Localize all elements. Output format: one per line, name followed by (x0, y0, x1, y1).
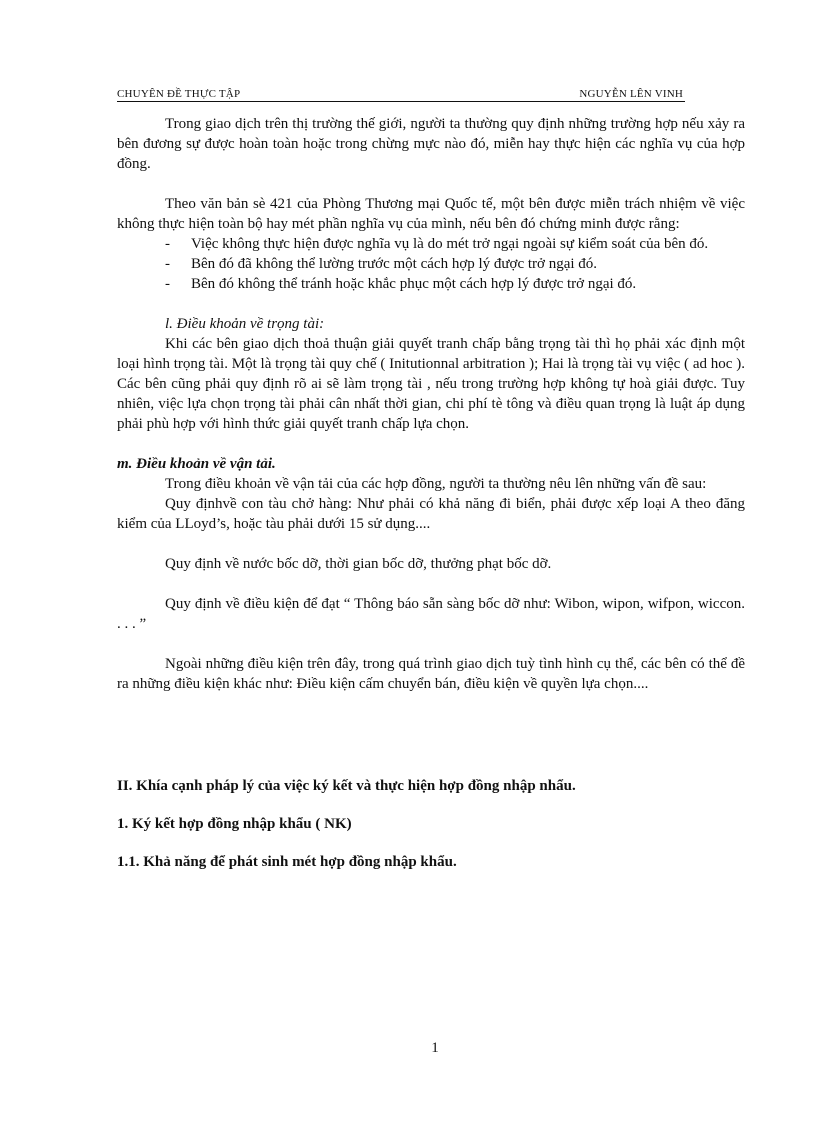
section-heading-import-contract: 1. Ký kết hợp đồng nhập khẩu ( NK) (117, 816, 352, 832)
section-heading-legal-aspects: II. Khía cạnh pháp lý của việc ký kết và thực hiện hợp đồng nhập nhẩu. (117, 778, 576, 794)
paragraph-force-majeure-intro: Trong giao dịch trên thị trường thế giới, người ta thường quy định những trường hợp nếu xảy ra bên đương sự được hoàn toàn hoặc trong chừng mực nào đó, miễn hay thực hiện các nghĩa vụ của hợp đồng. (117, 116, 745, 172)
conditions-list (117, 234, 745, 294)
paragraph-arbitration: Khi các bên giao dịch thoả thuận giải quyết tranh chấp bằng trọng tài thì họ phải xác định một loại hình trọng tài. Một là trọng tài quy chế ( Initutionnal arbitration ); Hai là trọng tài vụ việc ( ad hoc ). Các bên cũng phải quy định rõ ai sẽ làm trọng tài , nếu trong trường hợp không tự hoà giải được. Tuy nhiên, việc lựa chọn trọng tài phải cân nhất thời gian, chi phí tè tông và điều quan trọng là luật áp dụng phải phù hợp với hình thức giải quyết tranh chấp lựa chọn. (117, 336, 745, 432)
heading-transport-clause: m. Điều khoản về vận tải. (117, 456, 276, 472)
page-number: 1 (431, 1040, 439, 1056)
section-heading-contract-formation: 1.1. Khả năng để phát sinh mét hợp đồng nhập khẩu. (117, 854, 457, 870)
header-author: NGUYỄN LÊN VINH (579, 88, 683, 100)
list-item: - Bên đó đã không thể lường trước một cách hợp lý được trở ngại đó. (117, 254, 745, 274)
paragraph-loading-rules: Quy định về nước bốc dỡ, thời gian bốc dỡ, thưởng phạt bốc dỡ. (165, 556, 552, 572)
list-item: - Việc không thực hiện được nghĩa vụ là do mét trở ngại ngoài sự kiểm soát của bên đó. (117, 234, 745, 254)
list-item: - Bên đó không thể tránh hoặc khắc phục một cách hợp lý được trở ngại đó. (117, 274, 745, 294)
heading-arbitration-clause: l. Điều khoản về trọng tài: (165, 316, 325, 332)
paragraph-icc-421: Theo văn bản sè 421 của Phòng Thương mại Quốc tế, một bên được miễn trách nhiệm về việc không thực hiện toàn bộ hay mét phần nghĩa vụ của mình, nếu bên đó chứng minh được rằng: (117, 196, 745, 232)
paragraph-transport-intro: Trong điều khoản về vận tải của các hợp đồng, người ta thường nêu lên những vấn đề sau: (165, 476, 707, 492)
page-header (117, 85, 685, 102)
paragraph-notice-rules: Quy định về điều kiện để đạt “ Thông báo sẵn sàng bốc dỡ như: Wibon, wipon, wifpon, wiccon. . . . ” (117, 596, 745, 632)
paragraph-other-conditions: Ngoài những điều kiện trên đây, trong quá trình giao dịch tuỳ tình hình cụ thể, các bên có thể đề ra những điều kiện khác như: Điều kiện cấm chuyển bán, điều kiện về quyền lựa chọn.... (117, 656, 745, 692)
header-title: CHUYÊN ĐỀ THỰC TẬP (117, 88, 241, 100)
paragraph-vessel-rules: Quy địnhvề con tàu chở hàng: Như phải có khả năng đi biển, phải được xếp loại A theo đăng kiểm của LLoyd’s, hoặc tàu phải dưới 15 sử dụng.... (117, 496, 745, 532)
document-body (117, 114, 745, 872)
